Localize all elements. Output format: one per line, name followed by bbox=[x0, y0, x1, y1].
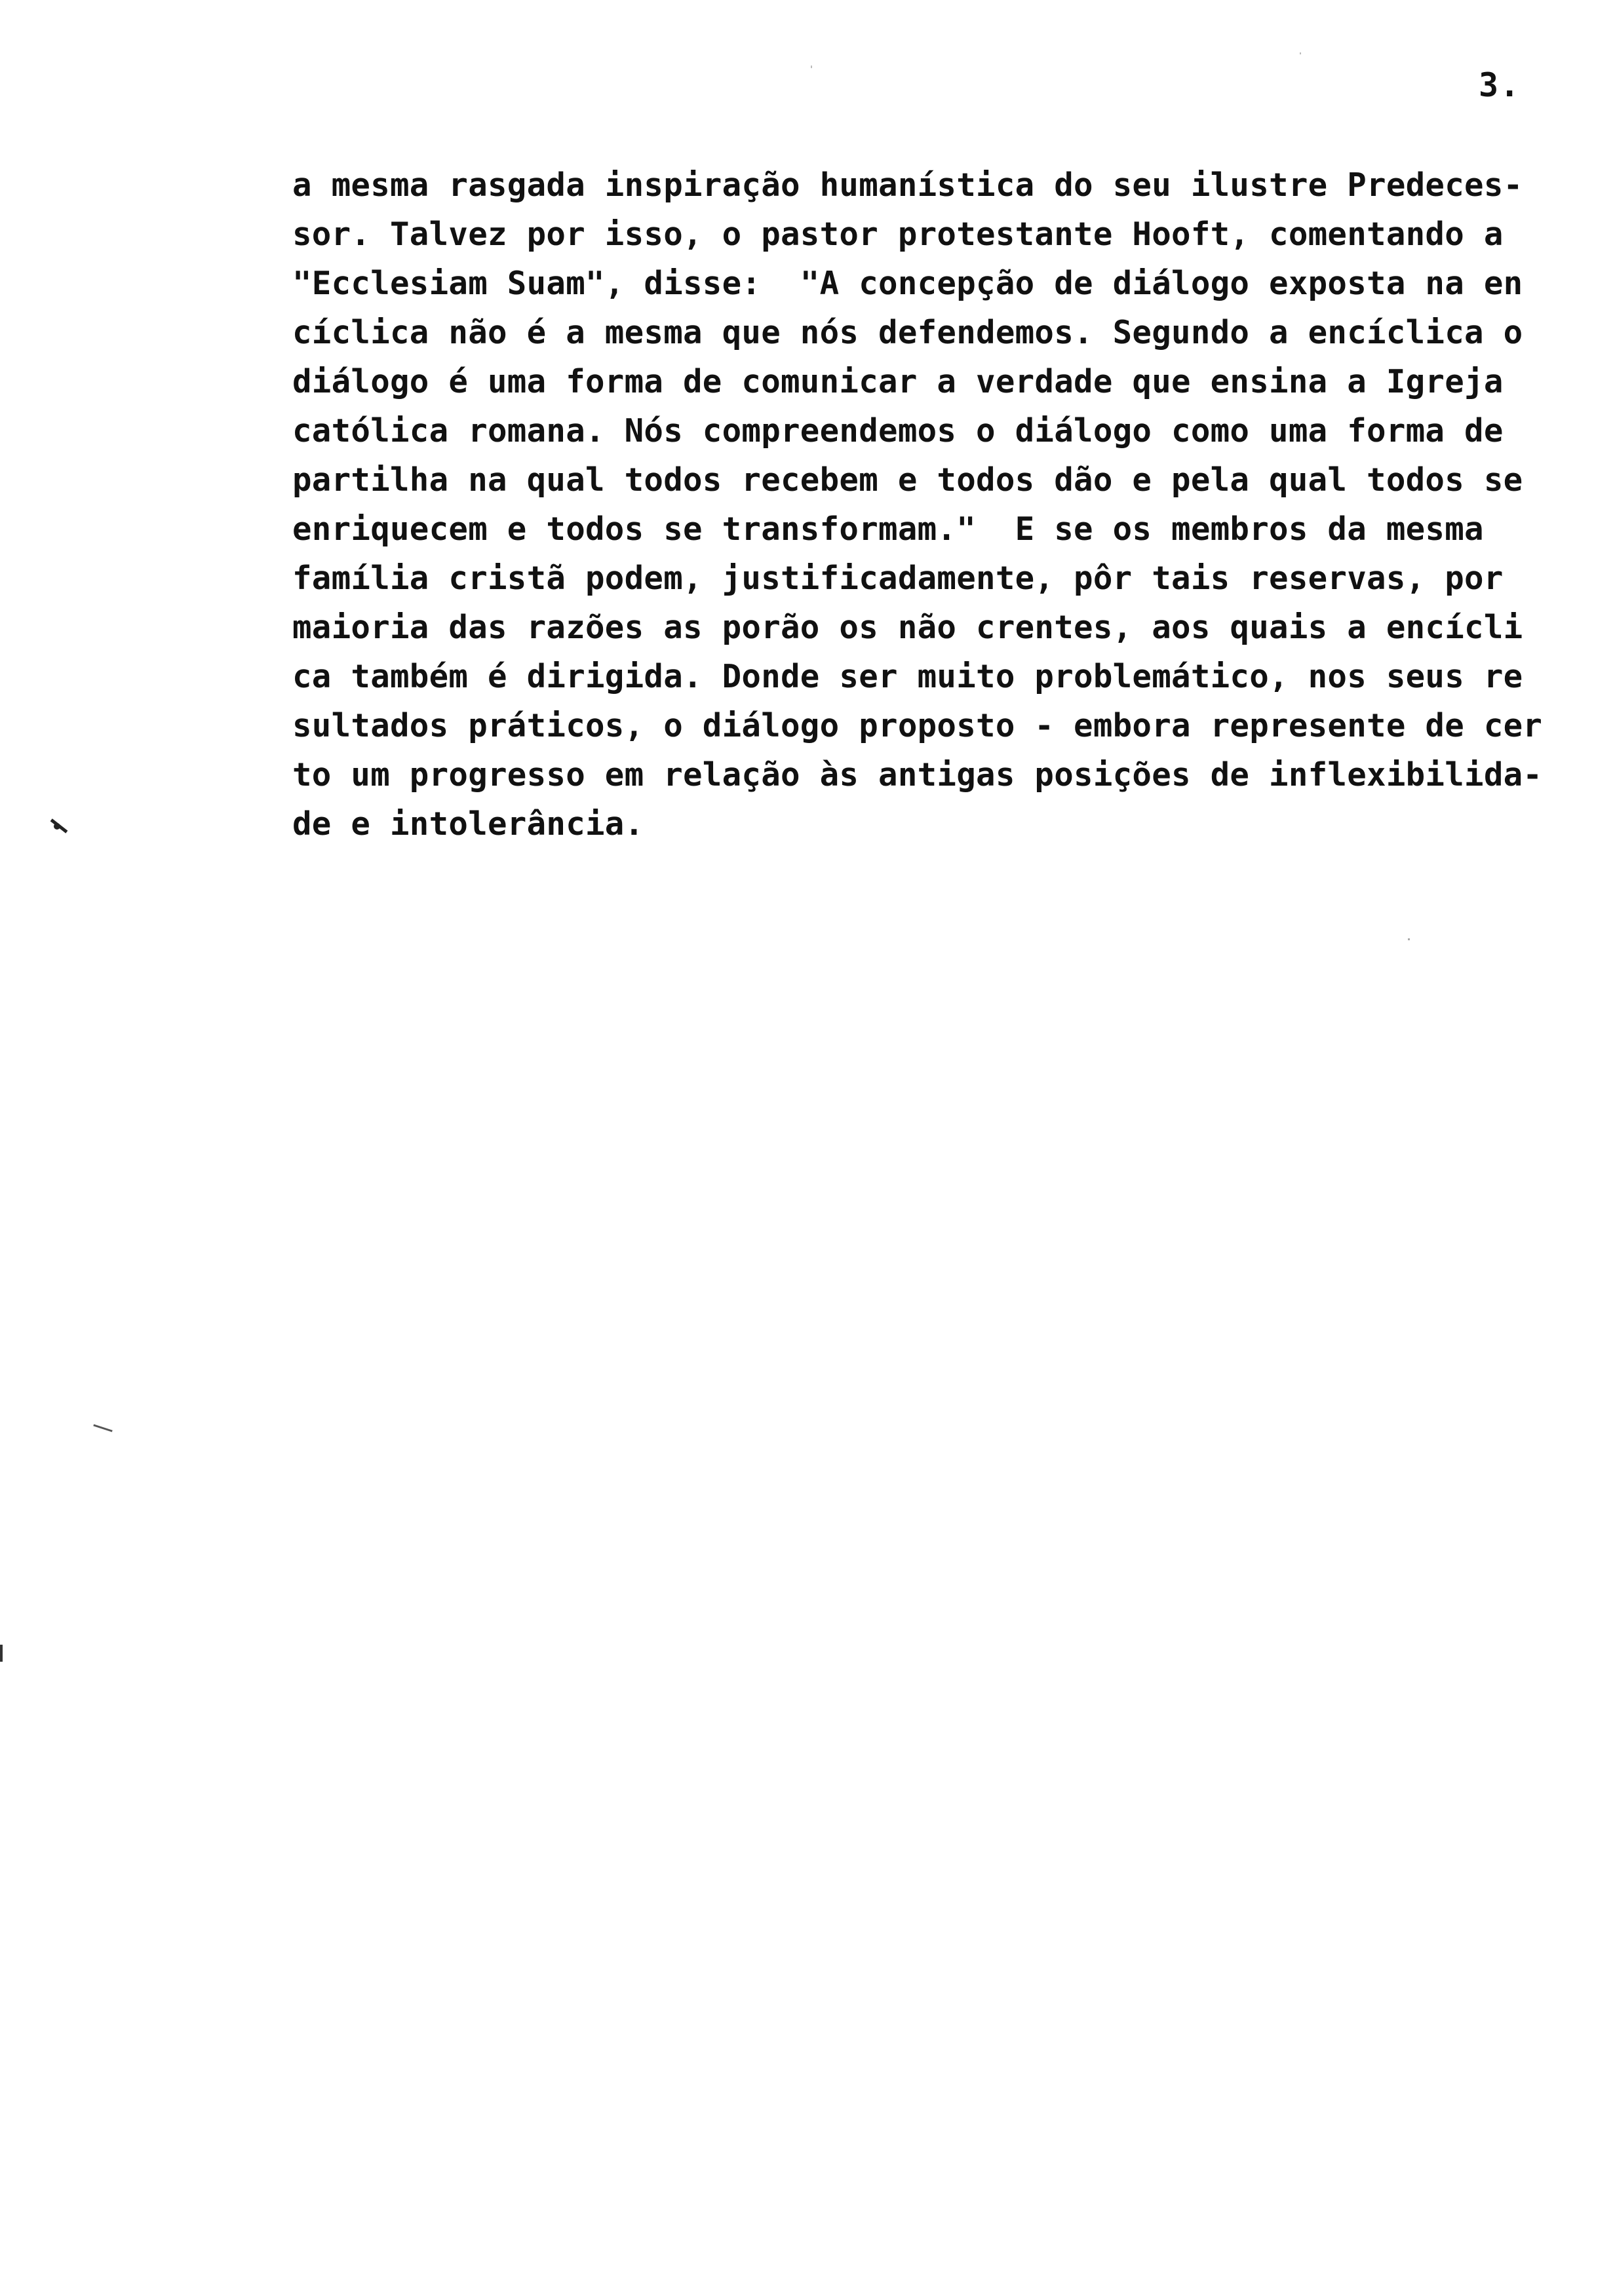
scan-speck bbox=[54, 823, 60, 830]
text-line: de e intolerância. bbox=[292, 805, 644, 843]
text-line: ca também é dirigida. Donde ser muito problemático, nos seus re bbox=[292, 658, 1523, 695]
text-line: maioria das razões as porão os não crentes, aos quais a encícli bbox=[292, 609, 1523, 646]
text-line: a mesma rasgada inspiração humanística do seu ilustre Predeces- bbox=[292, 166, 1523, 204]
body-paragraph bbox=[292, 161, 1577, 849]
text-line: diálogo é uma forma de comunicar a verdade que ensina a Igreja bbox=[292, 363, 1504, 400]
page-number: 3. bbox=[1479, 66, 1521, 104]
scan-speck bbox=[0, 1645, 3, 1662]
scan-speck bbox=[1300, 52, 1301, 54]
scan-speck bbox=[93, 1424, 112, 1432]
scan-speck bbox=[811, 66, 812, 68]
text-line: "Ecclesiam Suam", disse: "A concepção de diálogo exposta na en bbox=[292, 265, 1523, 302]
text-line: família cristã podem, justificadamente, pôr tais reservas, por bbox=[292, 560, 1504, 597]
text-line: cíclica não é a mesma que nós defendemos. Segundo a encíclica o bbox=[292, 314, 1523, 351]
scan-speck bbox=[1408, 938, 1410, 940]
text-line: to um progresso em relação às antigas posições de inflexibilida- bbox=[292, 756, 1543, 794]
text-line: enriquecem e todos se transformam." E se os membros da mesma bbox=[292, 510, 1484, 548]
text-line: partilha na qual todos recebem e todos dão e pela qual todos se bbox=[292, 461, 1523, 499]
text-line: sultados práticos, o diálogo proposto - embora represente de cer bbox=[292, 707, 1543, 744]
text-line: sor. Talvez por isso, o pastor protestante Hooft, comentando a bbox=[292, 216, 1504, 253]
text-line: católica romana. Nós compreendemos o diálogo como uma forma de bbox=[292, 412, 1504, 450]
